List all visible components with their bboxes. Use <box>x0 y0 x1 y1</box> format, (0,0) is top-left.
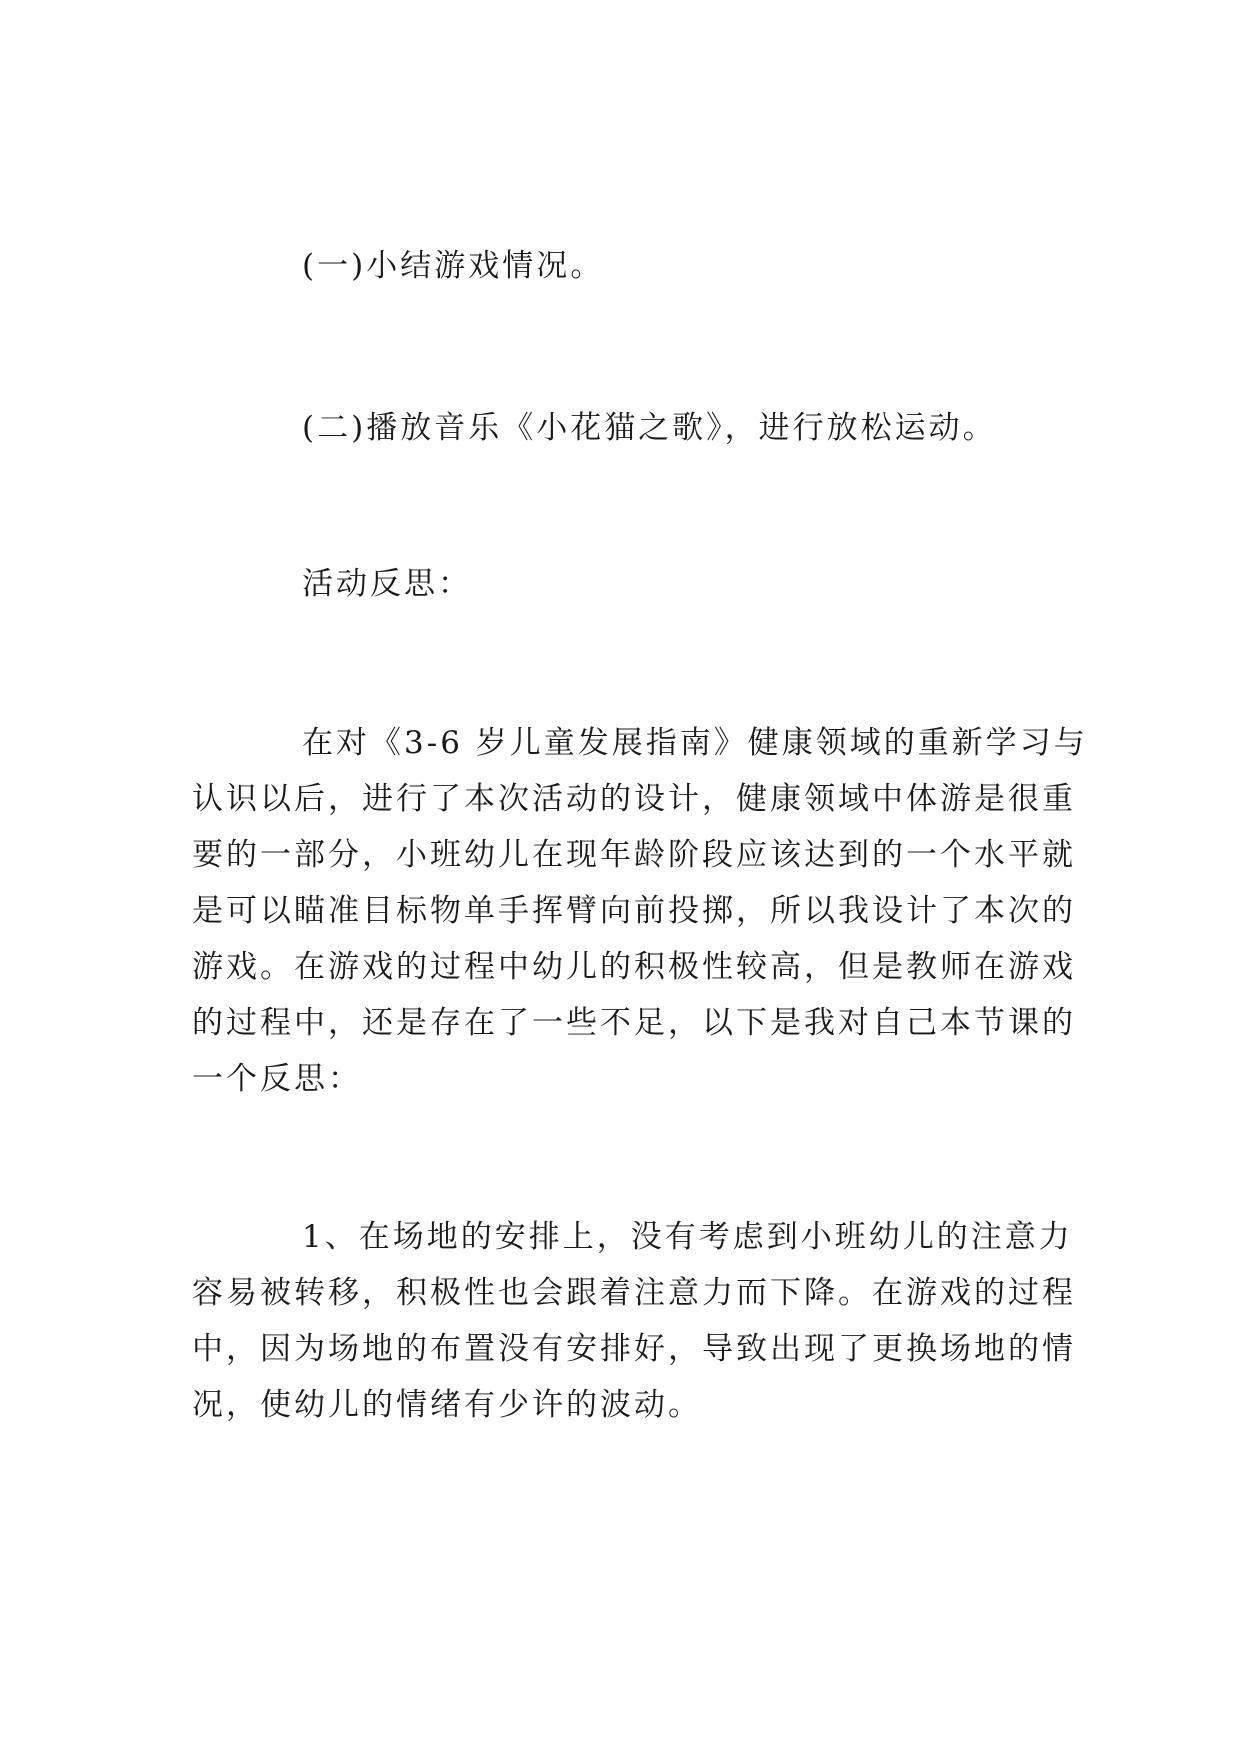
section-heading-summary: (一)小结游戏情况。 <box>302 248 605 284</box>
paragraph-line: 游戏。在游戏的过程中幼儿的积极性较高，但是教师在游戏 <box>192 949 1076 985</box>
section-heading-relax: (二)播放音乐《小花猫之歌》，进行放松运动。 <box>302 410 997 446</box>
paragraph-line: 在对《3-6 岁儿童发展指南》健康领域的重新学习与 <box>302 725 1088 761</box>
paragraph-line: 要的一部分，小班幼儿在现年龄阶段应该达到的一个水平就 <box>192 837 1076 873</box>
section-heading-reflection: 活动反思： <box>302 566 472 602</box>
paragraph-line: 1、在场地的安排上，没有考虑到小班幼儿的注意力 <box>302 1219 1073 1255</box>
paragraph-line: 中，因为场地的布置没有安排好，导致出现了更换场地的情 <box>192 1331 1076 1367</box>
paragraph-line: 况，使幼儿的情绪有少许的波动。 <box>192 1387 702 1423</box>
paragraph-line: 是可以瞄准目标物单手挥臂向前投掷，所以我设计了本次的 <box>192 893 1076 929</box>
paragraph-line: 的过程中，还是存在了一些不足，以下是我对自己本节课的 <box>192 1005 1076 1041</box>
paragraph-line: 容易被转移，积极性也会跟着注意力而下降。在游戏的过程 <box>192 1275 1076 1311</box>
paragraph-line: 认识以后，进行了本次活动的设计，健康领域中体游是很重 <box>192 781 1076 817</box>
paragraph-line: 一个反思： <box>192 1061 362 1097</box>
